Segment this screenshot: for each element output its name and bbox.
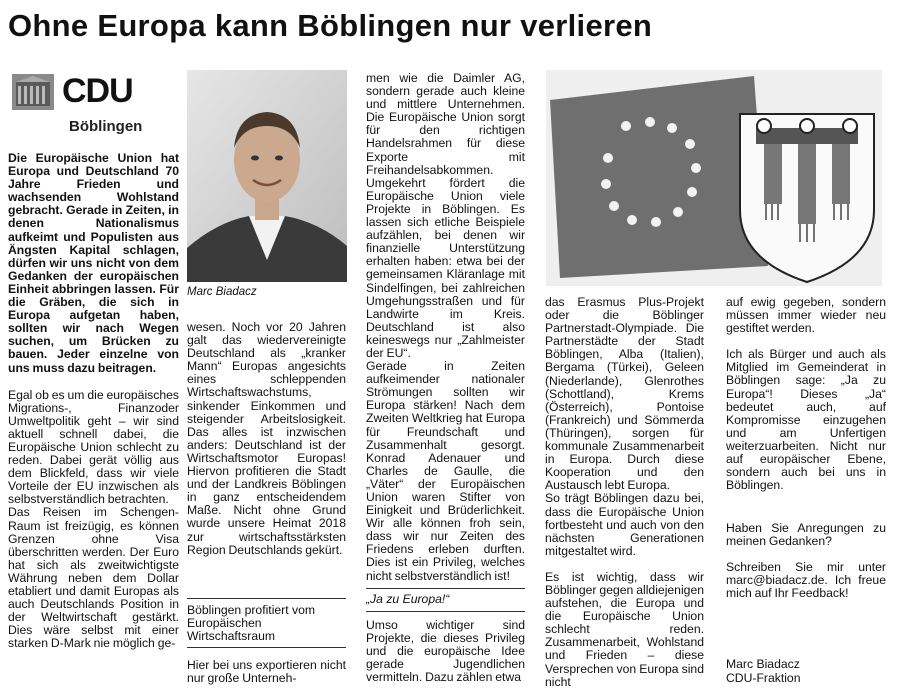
paragraph: men wie die Daimler AG, sondern gerade auch kleine und mittlere Unternehmen. Die Europäische Union sorgt für den richtigen Handelsrahmen für diese Exporte mit Freihandelsabkommen. Umgekehrt fördert die Europäische Union viele Projekte in Böblingen. Es lassen sich etliche Beispiele aufzählen, bei denen wir finanzielle Unterstützung erhalten haben: etwa bei der gemeinsamen Kläranlage mit Sindelfingen, bei zahlreichen Umgehungsstraßen und für Landwirte im Kreis. Deutschland ist also keineswegs nur „Zahlmeister der EU“.	[366, 71, 525, 360]
paragraph: das Erasmus Plus-Projekt oder die Böblinger Partnerstadt-Olympiade. Die Partnerstädte der Stadt Böblingen, Alba (Italien), Bergama (Türkei), Geleen (Niederlande), Glenrothes (Schottland), Krems (Österreich), Pontoise (Frankreich) und Sömmerda (Thüringen), sorgen für kommunale Zusammenarbeit in Europa. Durch diese Kooperation und den Austausch lebt Europa.	[545, 295, 704, 493]
column-1	[8, 152, 179, 650]
paragraph: So trägt Böblingen dazu bei, dass die Europäische Union fortbesteht und auch von den nächsten Generationen mitgestaltet wird.	[545, 491, 704, 558]
paragraph: Ich als Bürger und auch als Mitglied im Gemeinderat in Böblingen sage: „Ja zu Europa“! Dieses „Ja“ bedeutet auch, auf Kompromisse einzugehen und am Unfertigen weiterzuarbeiten. Nicht nur auf europäischer Ebene, sondern auch bei uns in Böblingen.	[726, 347, 886, 493]
paragraph: Egal ob es um die europäisches Migrations-, Finanzoder Umweltpolitik geht – wir sind aktuell schnell dabei, die Europäische Union schlecht zu reden. Dabei gerät völlig aus dem Blickfeld, dass wir viele Vorteile der EU inzwischen als selbstverständlich betrachten.	[8, 387, 179, 507]
section-heading: Böblingen profitiert vom Europäischen Wirtschaftsraum	[187, 603, 316, 644]
signature-block	[726, 658, 886, 685]
party-location: Böblingen	[69, 118, 143, 135]
paragraph: wesen. Noch vor 20 Jahren galt das wiedervereinigte Deutschland als „kranker Mann“ Europas angesichts eines schleppenden Wirtschaftswachstums, sinkender Einkommen und steigender Arbeitslosigkeit. Das alles ist inzwischen anders: Deutschland ist der Wirtschaftsmotor Europas! Hiervon profitieren die Stadt und der Landkreis Böblingen in ganz entscheidendem Maße. Nicht ohne Grund wurde unsere Heimat 2018 zur wirtschaftsstärksten Region Deutschlands gekürt.	[187, 320, 346, 557]
column-2	[187, 321, 346, 557]
paragraph: Gerade in Zeiten aufkeimender nationaler Strömungen sollten wir Europa stärken! Nach dem Zweiten Weltkrieg hat Europa für Freundschaft und Zusammenhalt gesorgt. Konrad Adenauer und Charles de Gaulle, die „Väter“ der Europäischen Union waren Stifter von Einigkeit und Brüderlichkeit. Wir alle können froh sein, dass wir nur Zeiten des Friedens erleben durften. Dies ist ein Privileg, welches nicht selbstverständlich ist!	[366, 359, 525, 583]
logo-photo-icon	[12, 74, 54, 110]
section-divider	[366, 611, 525, 612]
paragraph: Es ist wichtig, dass wir Böblinger gegen alldiejenigen aufstehen, die Europa und die Europäische Union schlecht reden. Zusammenarbeit, Wohlstand und Frieden – diese Versprechen von Europa sind nicht	[545, 569, 704, 689]
section-divider	[187, 598, 346, 599]
author-photo	[187, 70, 347, 282]
paragraph: Schreiben Sie mir unter marc@biadacz.de. Ich freue mich auf Ihr Feedback!	[726, 559, 886, 600]
paragraph: Hier bei uns exportieren nicht nur große Unterneh-	[187, 658, 346, 686]
column-4	[545, 296, 704, 689]
photo-caption: Marc Biadacz	[187, 286, 257, 298]
paragraph: Haben Sie Anregungen zu meinen Gedanken?	[726, 521, 886, 549]
column-5	[726, 296, 886, 600]
author-role: CDU-Fraktion	[726, 670, 801, 685]
section-divider	[366, 588, 525, 589]
section-heading: „Ja zu Europa!“	[366, 592, 450, 606]
lead-paragraph: Die Europäische Union hat Europa und Deutschland 70 Jahre Frieden und wachsenden Wohlstand gebracht. Gerade in Zeiten, in denen Nationalismus aufkeimt und Populisten aus Ängsten Kapital schlagen, dürfen wir uns nicht von dem Gedanken der europäischen Einheit abbringen lassen. Für die Gräben, die sich in Europa aufgetan haben, sollten wir nach Wegen suchen, um Brücken zu bauen. Jeder einzelne von uns muss dazu beitragen.	[8, 151, 179, 375]
author-name: Marc Biadacz	[726, 657, 800, 671]
column-3	[366, 72, 525, 583]
paragraph: Das Reisen im Schengen-Raum ist freizügig, es können Grenzen ohne Visa überschritten werden. Der Euro hat sich als zweitwichtigste Währung neben dem Dollar etabliert und damit Europas als auch Deutschlands Position in der Weltwirtschaft gestärkt. Dies wäre selbst mit einer starken D-Mark nie möglich ge-	[8, 505, 179, 651]
europe-flag-and-coat-of-arms	[546, 70, 882, 286]
paragraph: auf ewig gegeben, sondern müssen immer wieder neu gestiftet werden.	[726, 295, 886, 336]
headline: Ohne Europa kann Böblingen nur verlieren	[8, 8, 653, 43]
paragraph: Umso wichtiger sind Projekte, die dieses Privileg und die europäische Idee gerade Jugendlichen vermitteln. Dazu zählen etwa	[366, 618, 525, 685]
section-divider	[187, 647, 346, 648]
party-logo: CDU	[62, 72, 133, 110]
